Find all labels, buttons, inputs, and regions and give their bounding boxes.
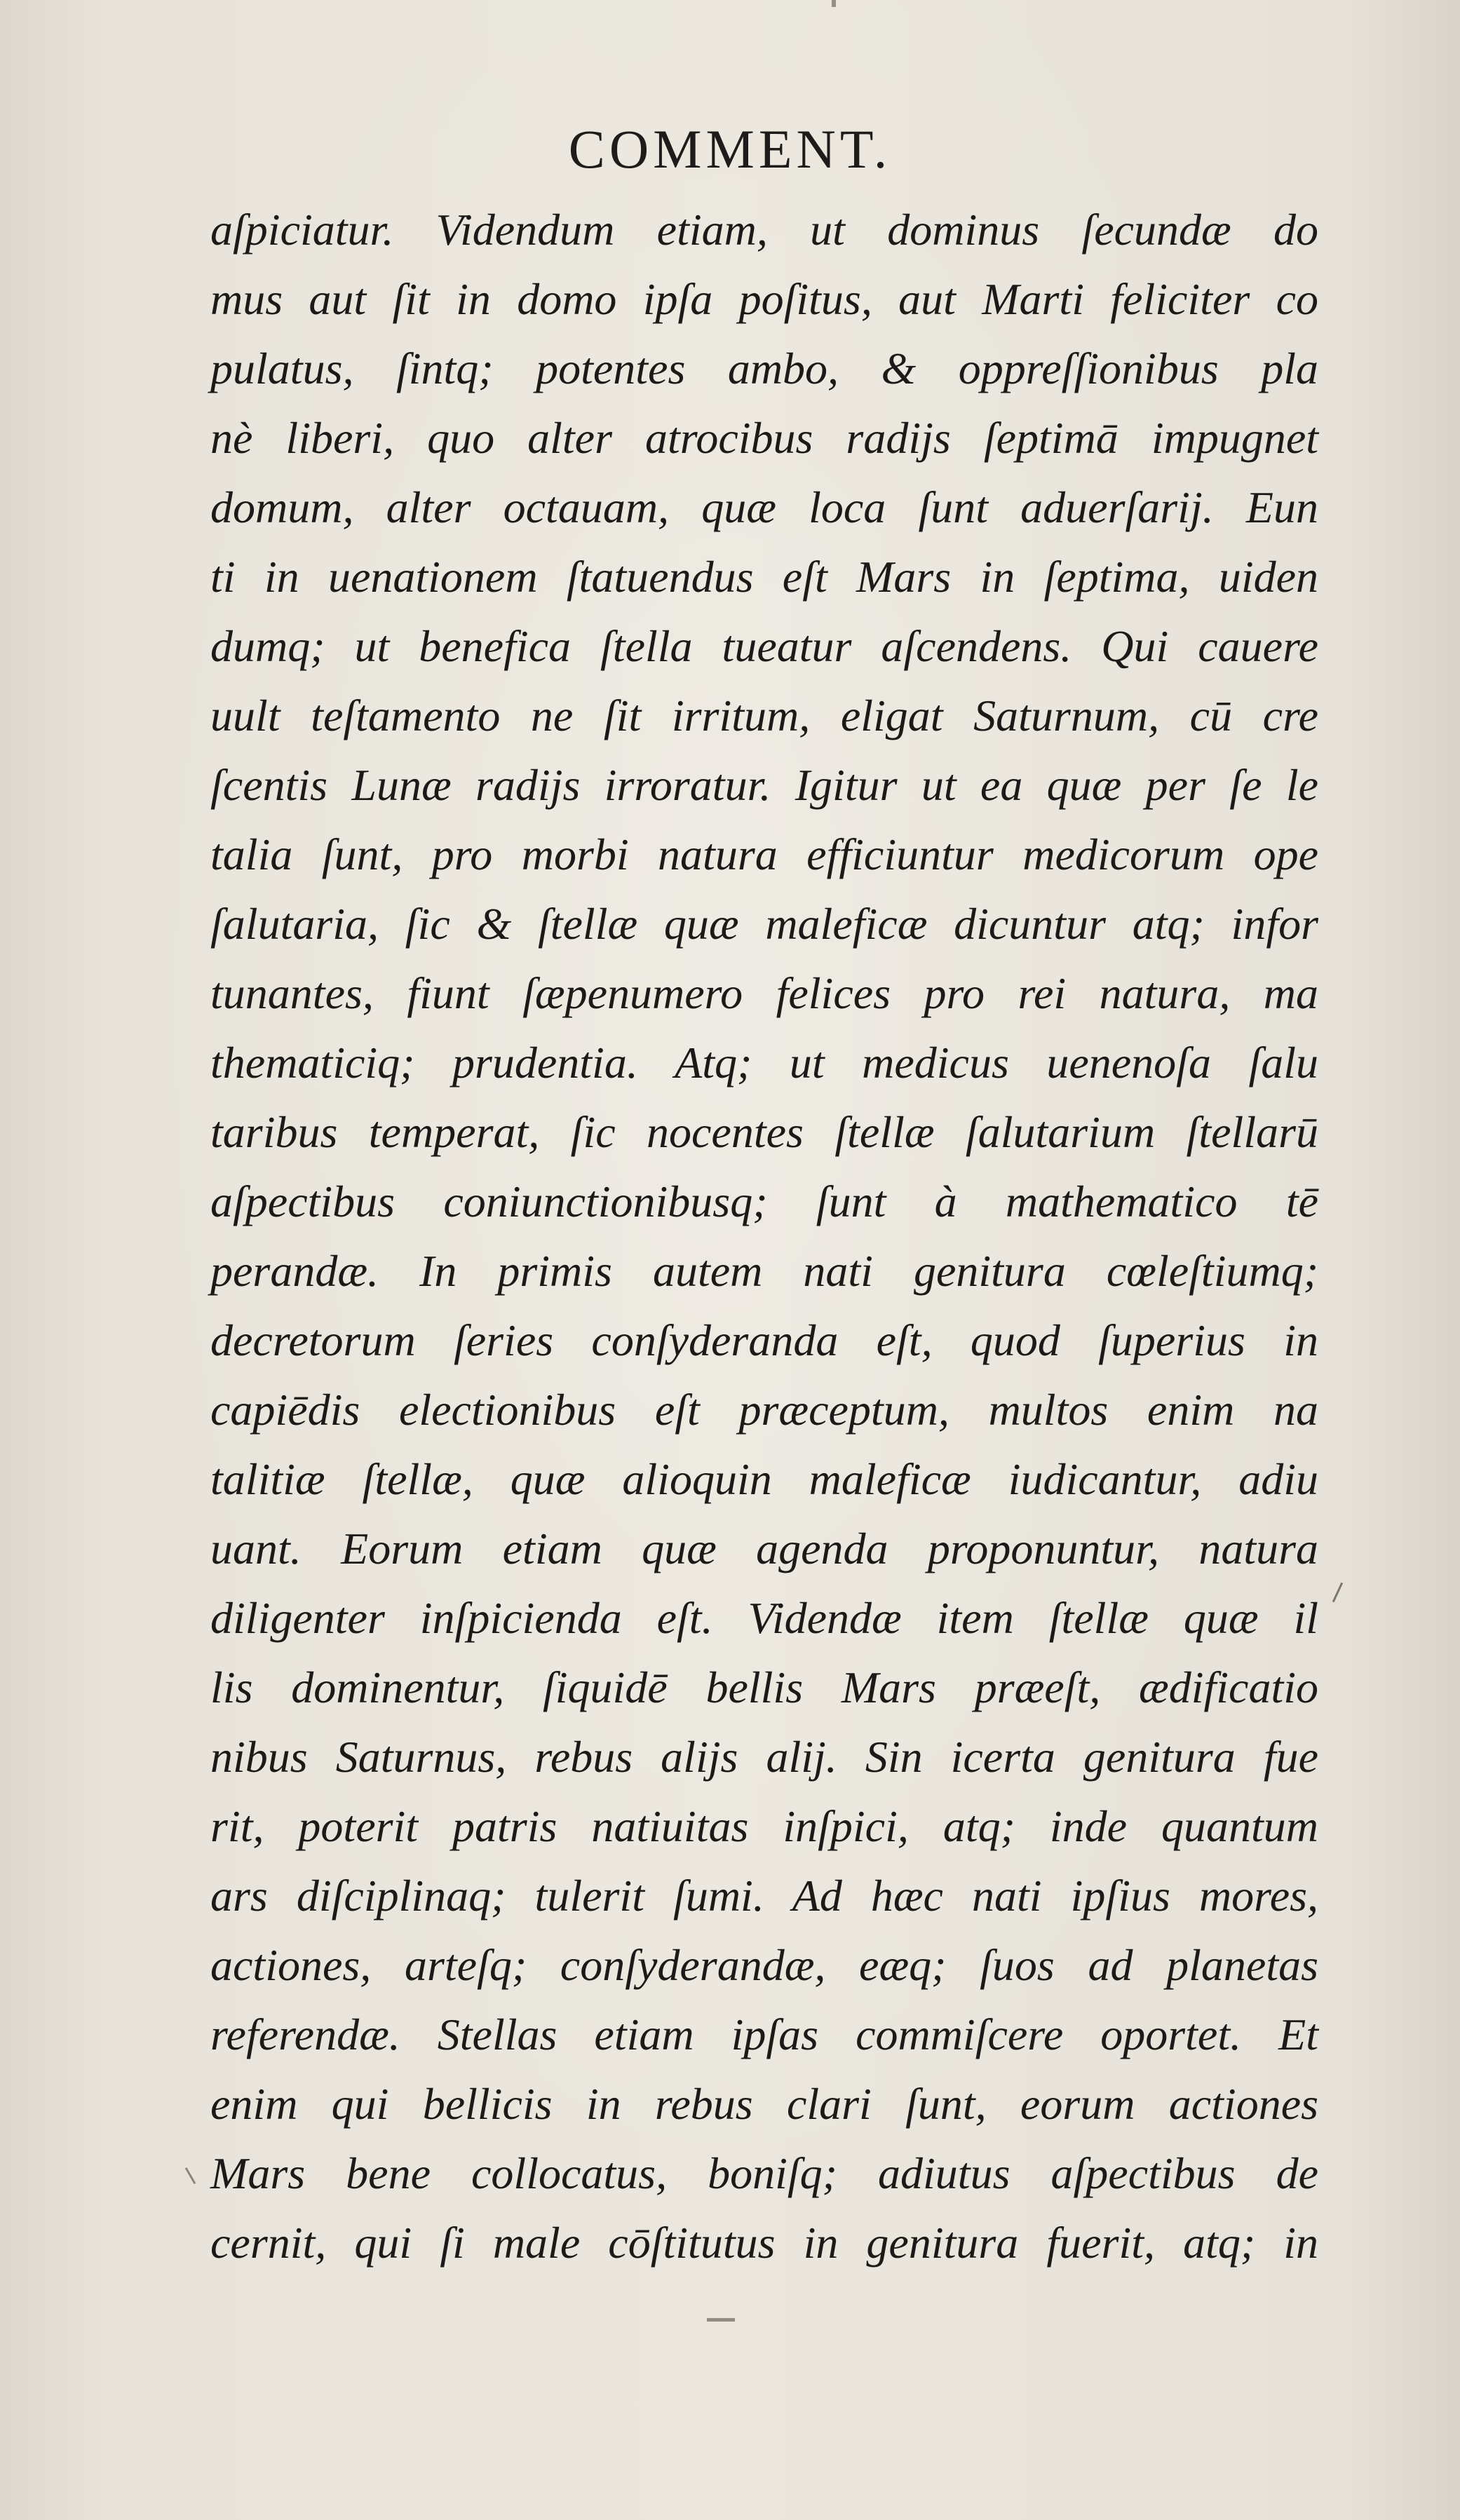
margin-mark — [1332, 1583, 1343, 1602]
text-line: ſcentis Lunæ radijs irroratur. Igitur ut ea quæ per ſe le — [210, 760, 1318, 810]
text-line: enim qui bellicis in rebus clari ſunt, eorum actiones — [210, 2079, 1318, 2129]
text-line: cernit, qui ſi male cōſtitutus in genitura fuerit, atq; in — [210, 2218, 1318, 2268]
text-line: ſalutaria, ſic & ſtellæ quæ maleficæ dicuntur atq; infor — [210, 899, 1318, 949]
body-text — [210, 195, 1318, 2277]
text-line: uant. Eorum etiam quæ agenda proponuntur, natura — [210, 1524, 1318, 1573]
text-line: mus aut ſit in domo ipſa poſitus, aut Marti feliciter co — [210, 274, 1318, 324]
text-line: aſpiciatur. Videndum etiam, ut dominus ſecundæ do — [210, 205, 1318, 255]
text-line: taribus temperat, ſic nocentes ſtellæ ſalutarium ſtellarū — [210, 1107, 1318, 1157]
text-line: lis dominentur, ſiquidē bellis Mars præeſt, ædificatio — [210, 1662, 1318, 1712]
text-line: decretorum ſeries conſyderanda eſt, quod ſuperius in — [210, 1315, 1318, 1365]
text-line: rit, poterit patris natiuitas inſpici, atq; inde quantum — [210, 1801, 1318, 1851]
text-line: actiones, arteſq; conſyderandæ, eæq; ſuos ad planetas — [210, 1940, 1318, 1990]
text-line: domum, alter octauam, quæ loca ſunt aduerſarij. Eun — [210, 482, 1318, 532]
text-line: uult teſtamento ne ſit irritum, eligat Saturnum, cū cre — [210, 691, 1318, 740]
text-line: thematiciq; prudentia. Atq; ut medicus uenenoſa ſalu — [210, 1038, 1318, 1088]
text-line: ti in uenationem ſtatuendus eſt Mars in ſeptima, uiden — [210, 552, 1318, 602]
text-line: talia ſunt, pro morbi natura efficiuntur medicorum ope — [210, 829, 1318, 879]
text-line: tunantes, fiunt ſæpenumero felices pro rei natura, ma — [210, 968, 1318, 1018]
text-line: diligenter inſpicienda eſt. Videndæ item ſtellæ quæ il — [210, 1593, 1318, 1643]
text-line: nè liberi, quo alter atrocibus radijs ſeptimā impugnet — [210, 413, 1318, 463]
text-line: perandæ. In primis autem nati genitura cœleſtiumq; — [210, 1246, 1318, 1296]
footer-ornament — [707, 2318, 735, 2322]
text-line: nibus Saturnus, rebus alijs alij. Sin icerta genitura fue — [210, 1732, 1318, 1782]
text-line: Mars bene collocatus, boniſq; adiutus aſpectibus de — [210, 2148, 1318, 2198]
text-line: referendæ. Stellas etiam ipſas commiſcere oportet. Et — [210, 2010, 1318, 2059]
text-line: ars diſciplinaq; tulerit ſumi. Ad hæc nati ipſius mores, — [210, 1871, 1318, 1921]
margin-mark — [185, 2167, 196, 2184]
text-line: aſpectibus coniunctionibusq; ſunt à mathematico tē — [210, 1177, 1318, 1226]
text-line: dumq; ut benefica ſtella tueatur aſcendens. Qui cauere — [210, 621, 1318, 671]
text-line: talitiæ ſtellæ, quæ alioquin maleficæ iudicantur, adiu — [210, 1454, 1318, 1504]
running-header: COMMENT. — [568, 118, 892, 179]
text-line: pulatus, ſintq; potentes ambo, & oppreſſionibus pla — [210, 344, 1318, 393]
text-line: capiēdis electionibus eſt præceptum, multos enim na — [210, 1385, 1318, 1435]
top-edge-mark — [832, 0, 836, 7]
